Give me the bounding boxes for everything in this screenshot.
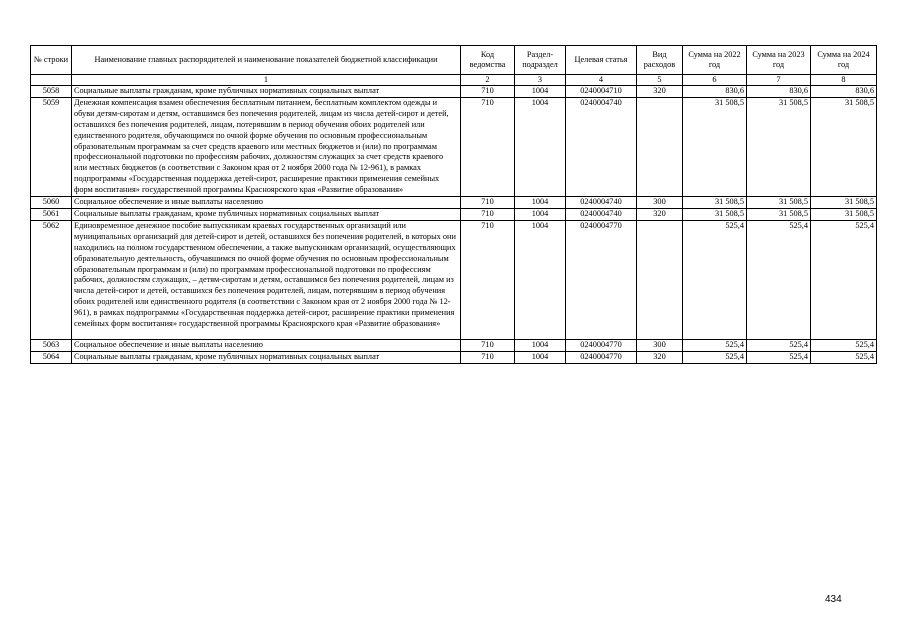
row-target: 0240004770 — [566, 220, 637, 339]
row-vid: 300 — [637, 339, 683, 351]
row-vid: 320 — [637, 86, 683, 98]
row-sum-2022: 525,4 — [683, 339, 747, 351]
row-vid — [637, 220, 683, 339]
table-row — [31, 97, 877, 196]
row-vid: 320 — [637, 351, 683, 363]
header-name: Наименование главных распорядителей и наименование показателей бюджетной классификации — [72, 46, 461, 75]
table-row — [31, 339, 877, 351]
header-ved: Код ведомства — [461, 46, 515, 75]
row-name: Денежная компенсация взамен обеспечения бесплатным питанием, бесплатным комплектом одежды и обуви детям-сиротам и детям, оставшимся без попечения родителей, лицам из числа детей-сирот и детей, оставшихся без попечения родителей, лицам, потерявшим в период обучения обоих родителей или единственного родителя, обучающимся по очной форме обучения по основным профессиональным образовательным программам за счет средств краевого или местных бюджетов и (или) по программам профессиональной подготовки по профессиям рабочих, должностям служащих за счет средств краевого или местных бюджетов (в соответствии с Законом края от 2 ноября 2000 года № 12-961), в рамках подпрограммы «Государственная поддержка детей-сирот, расширение практики применения семейных форм воспитания» государственной программы Красноярского края «Развитие образования» — [72, 97, 461, 196]
header-row-num: № строки — [31, 46, 72, 75]
table-row — [31, 220, 877, 339]
column-number: 5 — [637, 75, 683, 86]
row-sum-2024: 31 508,5 — [811, 197, 877, 209]
row-ved: 710 — [461, 351, 515, 363]
row-sum-2024: 525,4 — [811, 351, 877, 363]
row-target: 0240004740 — [566, 97, 637, 196]
row-target: 0240004770 — [566, 339, 637, 351]
column-number-row — [31, 75, 877, 86]
row-target: 0240004740 — [566, 208, 637, 220]
header-sum-2024: Сумма на 2024 год — [811, 46, 877, 75]
row-sum-2023: 525,4 — [747, 351, 811, 363]
page-number: 434 — [825, 594, 842, 605]
table-row — [31, 197, 877, 209]
row-razdel: 1004 — [515, 97, 566, 196]
row-sum-2024: 31 508,5 — [811, 97, 877, 196]
row-sum-2023: 525,4 — [747, 339, 811, 351]
row-sum-2022: 525,4 — [683, 351, 747, 363]
row-ved: 710 — [461, 220, 515, 339]
row-sum-2023: 31 508,5 — [747, 208, 811, 220]
row-ved: 710 — [461, 97, 515, 196]
header-sum-2022: Сумма на 2022 год — [683, 46, 747, 75]
row-vid: 300 — [637, 197, 683, 209]
row-vid: 320 — [637, 208, 683, 220]
row-number: 5058 — [31, 86, 72, 98]
row-number: 5060 — [31, 197, 72, 209]
row-razdel: 1004 — [515, 351, 566, 363]
header-razdel: Раздел-подраздел — [515, 46, 566, 75]
row-sum-2023: 830,6 — [747, 86, 811, 98]
row-ved: 710 — [461, 339, 515, 351]
column-number: 2 — [461, 75, 515, 86]
row-name: Единовременное денежное пособие выпускникам краевых государственных организаций или муниципальных организаций для детей-сирот и детей, оставшихся без попечения родителей, в которых они находились на полном государственном обеспечении, а также выпускникам организаций, осуществляющих образовательную деятельность, обучавшимся по очной форме обучения по основным профессиональным образовательным программам и (или) по программам профессиональной подготовки по профессиям рабочих, должностям служащих, – детям-сиротам и детям, оставшимся без попечения родителей, лицам из числа детей-сирот и детей, оставшихся без попечения родителей, лицам, потерявшим в период обучения обоих родителей или единственного родителя (в соответствии с Законом края от 2 ноября 2000 года № 12-961), в рамках подпрограммы «Государственная поддержка детей-сирот, расширение практики применения семейных форм воспитания» государственной программы Красноярского края «Развитие образования» — [72, 220, 461, 339]
row-sum-2024: 525,4 — [811, 339, 877, 351]
row-ved: 710 — [461, 208, 515, 220]
row-sum-2023: 525,4 — [747, 220, 811, 339]
row-ved: 710 — [461, 86, 515, 98]
row-sum-2022: 31 508,5 — [683, 197, 747, 209]
column-number: 8 — [811, 75, 877, 86]
row-target: 0240004710 — [566, 86, 637, 98]
column-number: 3 — [515, 75, 566, 86]
row-razdel: 1004 — [515, 339, 566, 351]
table-row — [31, 208, 877, 220]
row-number: 5063 — [31, 339, 72, 351]
row-vid — [637, 97, 683, 196]
header-sum-2023: Сумма на 2023 год — [747, 46, 811, 75]
row-name: Социальные выплаты гражданам, кроме публичных нормативных социальных выплат — [72, 86, 461, 98]
row-sum-2022: 31 508,5 — [683, 208, 747, 220]
row-razdel: 1004 — [515, 197, 566, 209]
row-name: Социальные выплаты гражданам, кроме публичных нормативных социальных выплат — [72, 351, 461, 363]
row-razdel: 1004 — [515, 208, 566, 220]
row-razdel: 1004 — [515, 86, 566, 98]
row-ved: 710 — [461, 197, 515, 209]
row-sum-2023: 31 508,5 — [747, 97, 811, 196]
table-row — [31, 86, 877, 98]
column-number — [31, 75, 72, 86]
row-name: Социальные выплаты гражданам, кроме публичных нормативных социальных выплат — [72, 208, 461, 220]
column-number: 1 — [72, 75, 461, 86]
row-name: Социальное обеспечение и иные выплаты населению — [72, 339, 461, 351]
table-row — [31, 351, 877, 363]
row-sum-2022: 830,6 — [683, 86, 747, 98]
header-vid: Вид расходов — [637, 46, 683, 75]
row-name: Социальное обеспечение и иные выплаты населению — [72, 197, 461, 209]
column-number: 7 — [747, 75, 811, 86]
row-sum-2024: 31 508,5 — [811, 208, 877, 220]
row-sum-2024: 830,6 — [811, 86, 877, 98]
header-target: Целевая статья — [566, 46, 637, 75]
row-number: 5062 — [31, 220, 72, 339]
row-number: 5059 — [31, 97, 72, 196]
column-number: 4 — [566, 75, 637, 86]
row-number: 5064 — [31, 351, 72, 363]
row-razdel: 1004 — [515, 220, 566, 339]
row-sum-2022: 31 508,5 — [683, 97, 747, 196]
row-target: 0240004770 — [566, 351, 637, 363]
row-sum-2022: 525,4 — [683, 220, 747, 339]
row-sum-2023: 31 508,5 — [747, 197, 811, 209]
row-sum-2024: 525,4 — [811, 220, 877, 339]
budget-table — [30, 45, 877, 364]
row-target: 0240004740 — [566, 197, 637, 209]
row-number: 5061 — [31, 208, 72, 220]
column-number: 6 — [683, 75, 747, 86]
